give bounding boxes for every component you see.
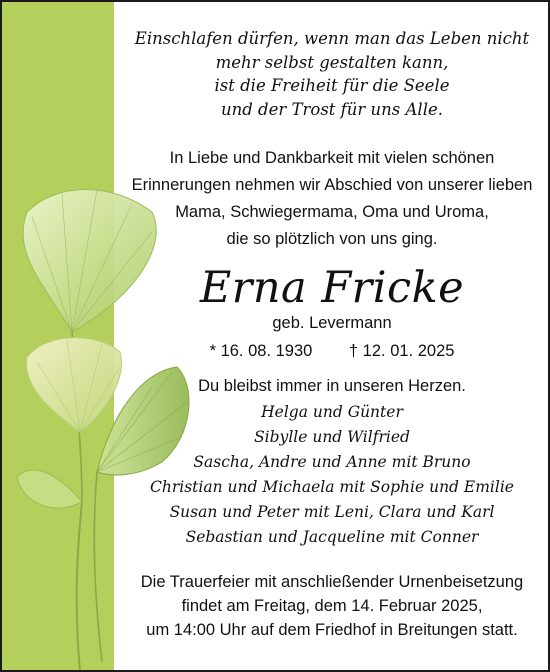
mourner-entry: Christian und Michaela mit Sophie und Emilie [150,478,514,496]
service-line: Die Trauerfeier mit anschließender Urnenbeisetzung [140,573,524,591]
mourners-list [112,400,550,550]
mourner-entry: Helga und Günter [261,403,403,421]
notice-content [122,2,542,672]
poem-line: und der Trost für uns Alle. [220,99,443,119]
mourner-entry: Sibylle und Wilfried [254,428,410,446]
poem [122,27,542,121]
mourner-entry: Sebastian und Jacqueline mit Conner [185,528,479,546]
service-line: findet am Freitag, dem 14. Februar 2025, [181,597,483,615]
service-line: um 14:00 Uhr auf dem Friedhof in Breitungen statt. [146,621,518,639]
intro-line: Mama, Schwiegermama, Oma und Uroma, [175,203,489,221]
poem-line: ist die Freiheit für die Seele [214,76,450,95]
intro-line: die so plötzlich von uns ging. [226,230,438,248]
intro-text [122,145,542,253]
service-info [122,570,542,642]
death-date: † 12. 01. 2025 [348,342,455,360]
farewell-line: Du bleibst immer in unseren Herzen. [198,377,466,395]
life-dates [122,340,542,362]
poem-line: mehr selbst gestalten kann, [215,52,449,72]
maiden-name: geb. Levermann [272,314,392,332]
mourner-entry: Susan und Peter mit Leni, Clara und Karl [169,503,495,521]
birth-date: * 16. 08. 1930 [209,342,313,360]
mourner-entry: Sascha, Andre und Anne mit Bruno [193,453,471,471]
deceased-name: Erna Fricke [199,263,465,313]
intro-line: Erinnerungen nehmen wir Abschied von unserer lieben [131,176,533,194]
intro-line: In Liebe und Dankbarkeit mit vielen schönen [169,149,495,167]
poem-line: Einschlafen dürfen, wenn man das Leben nicht [134,29,530,48]
